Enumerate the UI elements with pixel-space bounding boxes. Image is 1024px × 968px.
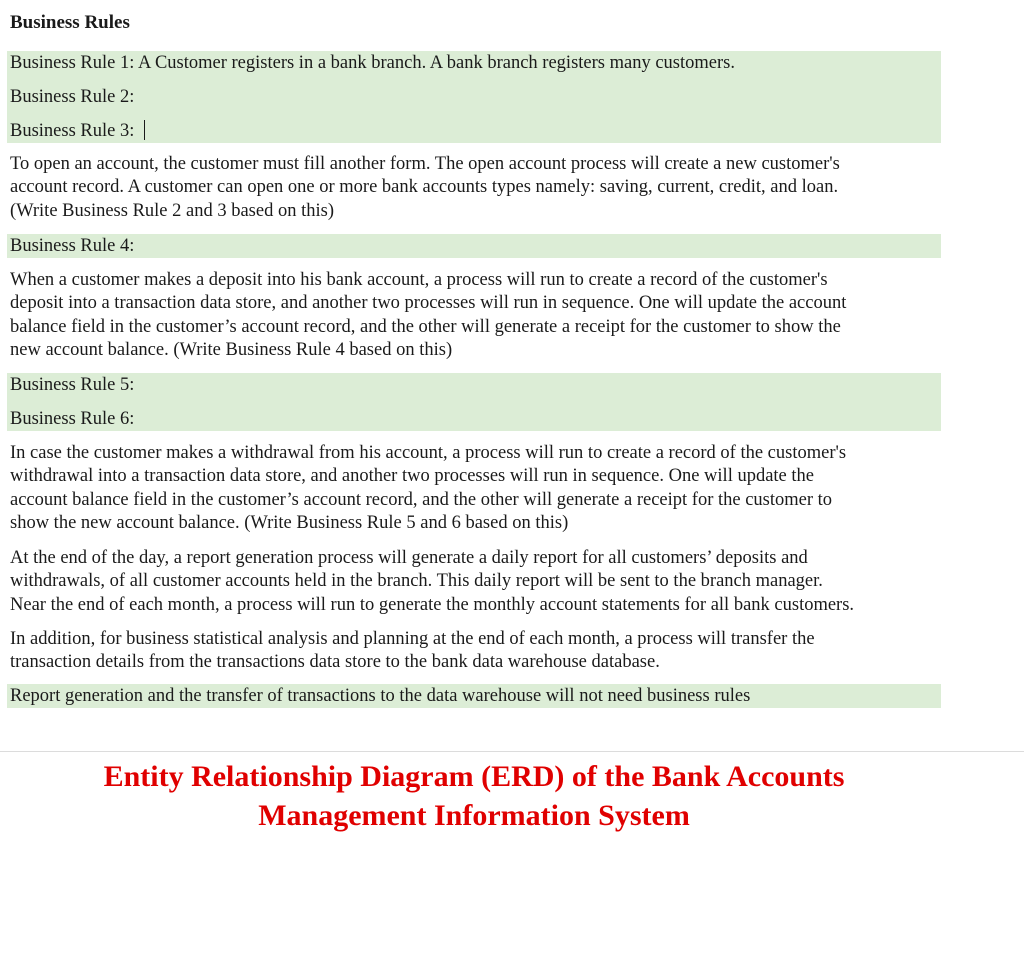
paragraph-line: In addition, for business statistical analysis and planning at the end of each month, a process will transfer the [10, 629, 815, 649]
rules-group-rule-4 [7, 234, 941, 258]
note-text: Report generation and the transfer of transactions to the data warehouse will not need business rules [10, 686, 751, 706]
business-rule-2-field[interactable]: Business Rule 2: [10, 87, 135, 107]
paragraph-line: (Write Business Rule 2 and 3 based on this) [10, 200, 334, 221]
paragraph-line: To open an account, the customer must fill another form. The open account process will create a new customer's [10, 154, 840, 174]
paragraph-deposit [7, 269, 941, 362]
paragraph-line: withdrawals, of all customer accounts held in the branch. This daily report will be sent to the branch manager. [10, 571, 823, 592]
business-rule-3-label: Business Rule 3: [10, 121, 135, 141]
rules-group-1 [7, 51, 941, 143]
paragraph-line: balance field in the customer’s account record, and the other will generate a receipt for the customer to show the [10, 316, 841, 337]
paragraph-end-of-day [7, 547, 941, 617]
erd-title [0, 758, 948, 835]
paragraph-line: withdrawal into a transaction data store, and another two processes will run in sequence. One will update the [10, 466, 814, 487]
paragraph-line: new account balance. (Write Business Rule 4 based on this) [10, 339, 453, 360]
text-cursor [144, 120, 145, 140]
paragraph-open-account [7, 153, 941, 223]
section-divider [0, 751, 1024, 752]
erd-title-line-1: Entity Relationship Diagram (ERD) of the Bank Accounts [103, 760, 845, 793]
paragraph-line: account balance field in the customer’s account record, and the other will generate a receipt for the customer to [10, 489, 833, 510]
section-heading: Business Rules [10, 12, 130, 33]
paragraph-line: Near the end of each month, a process will run to generate the monthly account statements for all bank customers. [10, 594, 855, 615]
rules-group-2 [7, 373, 941, 431]
paragraph-withdrawal [7, 442, 941, 535]
paragraph-line: account record. A customer can open one or more bank accounts types namely: saving, current, credit, and loan. [10, 177, 839, 198]
paragraph-line: In case the customer makes a withdrawal from his account, a process will run to create a record of the customer's [10, 443, 847, 463]
paragraph-line: show the new account balance. (Write Business Rule 5 and 6 based on this) [10, 512, 569, 533]
business-rule-1: Business Rule 1: A Customer registers in a bank branch. A bank branch registers many customers. [10, 53, 735, 73]
erd-title-line-2: Management Information System [258, 798, 690, 832]
business-rule-3-field[interactable] [10, 120, 145, 143]
paragraph-line: At the end of the day, a report generation process will generate a daily report for all customers’ deposits and [10, 548, 808, 568]
paragraph-line: When a customer makes a deposit into his bank account, a process will run to create a record of the customer's [10, 270, 828, 290]
paragraph-analysis [7, 628, 941, 675]
paragraph-line: deposit into a transaction data store, and another two processes will run in sequence. One will update the account [10, 293, 847, 314]
business-rule-5-field[interactable]: Business Rule 5: [10, 375, 135, 395]
paragraph-line: transaction details from the transactions data store to the bank data warehouse database. [10, 652, 660, 673]
business-rule-6-field[interactable]: Business Rule 6: [10, 409, 135, 429]
note-no-business-rules [7, 684, 941, 708]
business-rule-4-field[interactable]: Business Rule 4: [10, 236, 135, 256]
